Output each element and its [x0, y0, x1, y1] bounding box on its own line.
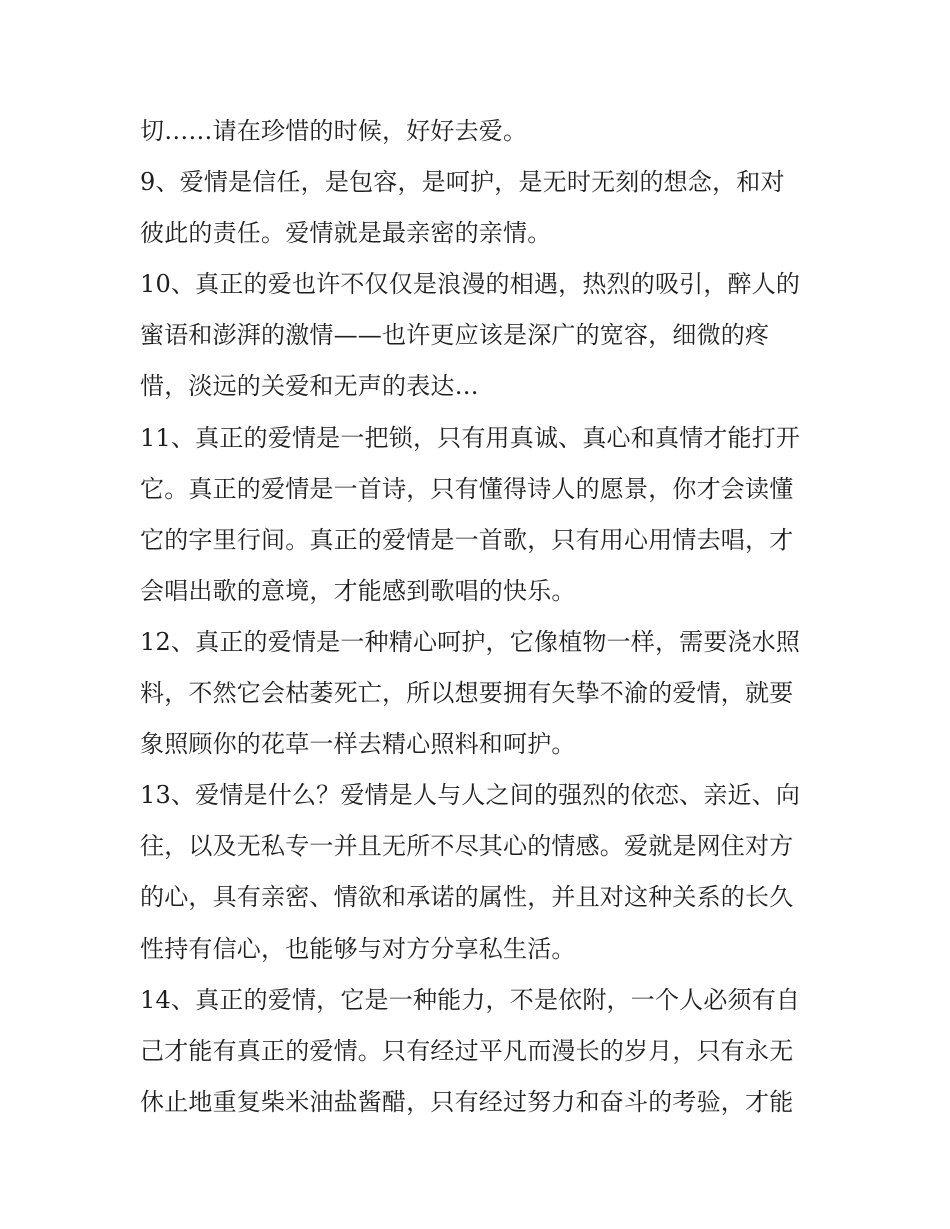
text-line: 切……请在珍惜的时候，好好去爱。 — [140, 117, 528, 145]
text-line: 彼此的责任。爱情就是最亲密的亲情。 — [140, 219, 552, 248]
text-line: 的心，具有亲密、情欲和承诺的属性，并且对这种关系的长久 — [140, 883, 794, 912]
text-line: 往，以及无私专一并且无所不尽其心的情感。爱就是网住对方 — [140, 832, 794, 861]
text-line: 12、真正的爱情是一种精心呵护，它像植物一样，需要浇水照 — [140, 627, 801, 656]
text-line: 13、爱情是什么？爱情是人与人之间的强烈的依恋、亲近、向 — [140, 781, 801, 810]
text-line: 性持有信心，也能够与对方分享私生活。 — [140, 934, 576, 963]
text-line: 休止地重复柴米油盐酱醋，只有经过努力和奋斗的考验，才能 — [140, 1087, 794, 1116]
text-line: 9、爱情是信任，是包容，是呵护，是无时无刻的想念，和对 — [140, 168, 785, 197]
text-line: 己才能有真正的爱情。只有经过平凡而漫长的岁月，只有永无 — [140, 1036, 794, 1065]
text-line: 象照顾你的花草一样去精心照料和呵护。 — [140, 730, 576, 759]
text-line: 它的字里行间。真正的爱情是一首歌，只有用心用情去唱，才 — [140, 525, 794, 554]
text-line: 14、真正的爱情，它是一种能力，不是依附，一个人必须有自 — [140, 985, 801, 1014]
text-line: 会唱出歌的意境，才能感到歌唱的快乐。 — [140, 576, 576, 605]
text-line: 11、真正的爱情是一把锁，只有用真诚、真心和真情才能打开 — [140, 423, 801, 452]
text-line: 10、真正的爱也许不仅仅是浪漫的相遇，热烈的吸引，醉人的 — [140, 270, 801, 299]
body-text — [140, 106, 820, 1128]
text-line: 蜜语和澎湃的激情——也许更应该是深广的宽容，细微的疼 — [140, 321, 770, 350]
text-line: 它。真正的爱情是一首诗，只有懂得诗人的愿景，你才会读懂 — [140, 474, 794, 503]
text-line: 料，不然它会枯萎死亡，所以想要拥有矢挚不渝的爱情，就要 — [140, 679, 794, 708]
text-line: 惜，淡远的关爱和无声的表达… — [140, 372, 479, 401]
